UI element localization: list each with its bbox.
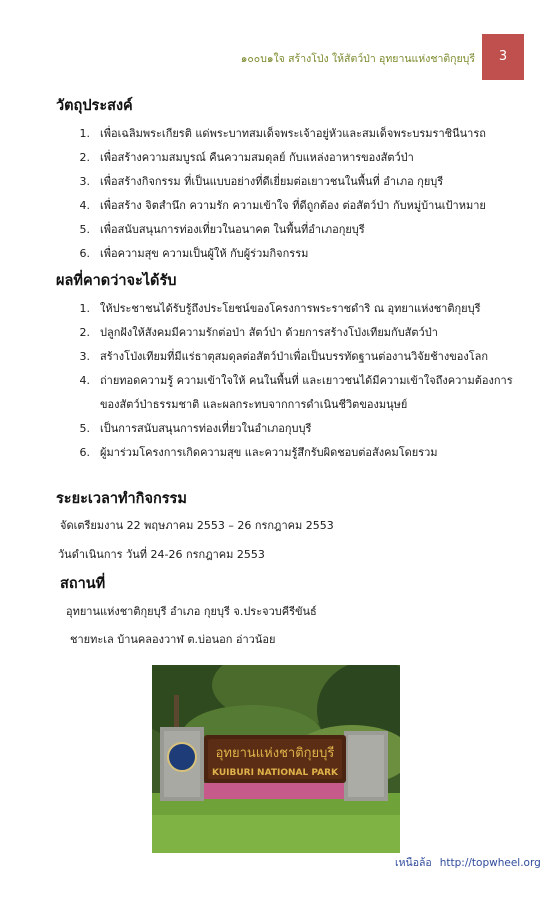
item-number: 6.: [79, 446, 90, 459]
list-item: [56, 122, 526, 146]
park-sign-photo: [152, 665, 400, 853]
item-text: เพื่อสร้าง จิตสำนึก ความรัก ความเข้าใจ ที่ดีถูกต้อง ต่อสัตว์ป่า กับหมู่บ้านเป้าหมาย: [100, 199, 486, 212]
page-header-title: ๑๐๐บ๑ใจ สร้างโป่ง ให้สัตว์ป่า อุทยานแห่งชาติกุยบุรี: [240, 53, 475, 65]
item-text: เพื่อสร้างกิจกรรม ที่เป็นแบบอย่างที่ดีเยี่ยมต่อเยาวชนในพื้นที่ อำเภอ กุยบุรี: [100, 175, 444, 188]
duration-heading: ระยะเวลาทำกิจกรรม: [56, 491, 187, 507]
list-item: [56, 441, 526, 465]
page-number: 3: [498, 49, 508, 64]
item-number: 3.: [79, 350, 90, 363]
item-text: ปลูกฝังให้สังคมมีความรักต่อป่า สัตว์ป่า ด้วยการสร้างโป่งเทียมกับสัตว์ป่า: [100, 326, 438, 339]
item-text: ถ่ายทอดความรู้ ความเข้าใจให้ คนในพื้นที่ และเยาวชนได้มีความเข้าใจถึงความต้องการของสัตว์ป่าธรรมชาติ และผลกระทบจากการดำเนินชีวิตของมนุษย์: [100, 374, 513, 411]
list-item: [56, 345, 526, 369]
item-number: 1.: [79, 127, 90, 140]
location-line-1: อุทยานแห่งชาติกุยบุรี อำเภอ กุยบุรี จ.ประจวบคีรีขันธ์: [66, 605, 317, 618]
item-text: ให้ประชาชนได้รับรู้ถึงประโยชน์ของโครงการพระราชดำริ ณ อุทยาแห่งชาติกุยบุรี: [100, 302, 481, 315]
item-text: เป็นการสนับสนุนการท่องเที่ยวในอำเภอกุบบุรี: [100, 422, 312, 435]
sign-english-text: KUIBURI NATIONAL PARK: [212, 768, 338, 778]
item-number: 1.: [79, 302, 90, 315]
list-item: [56, 369, 526, 417]
list-item: [56, 417, 526, 441]
footer-credit-text: เหนือล้อ: [395, 857, 432, 869]
footer-url-link[interactable]: http://topwheel.org: [439, 857, 541, 869]
list-item: [56, 297, 526, 321]
list-item: [56, 146, 526, 170]
item-number: 4.: [79, 374, 90, 387]
item-text: เพื่อสร้างความสมบูรณ์ คืนความสมดุลย์ กับแหล่งอาหารของสัตว์ป่า: [100, 151, 414, 164]
operation-period: วันดำเนินการ วันที่ 24-26 กรกฎาคม 2553: [58, 548, 265, 561]
item-text: เพื่อเฉลิมพระเกียรติ แด่พระบาทสมเด็จพระเจ้าอยู่หัวและสมเด็จพระบรมราชินีนารถ: [100, 127, 486, 140]
park-sign-illustration: [152, 665, 400, 853]
item-text: เพื่อสนับสนุนการท่องเที่ยวในอนาคต ในพื้นที่อำเภอกุยบุรี: [100, 223, 365, 236]
item-number: 2.: [79, 326, 90, 339]
expected-results-heading: ผลที่คาดว่าจะได้รับ: [56, 273, 177, 289]
list-item: [56, 194, 526, 218]
location-heading: สถานที่: [60, 576, 106, 592]
item-number: 2.: [79, 151, 90, 164]
item-number: 5.: [79, 223, 90, 236]
list-item: [56, 170, 526, 194]
item-number: 4.: [79, 199, 90, 212]
objectives-list: [56, 122, 526, 266]
item-number: 3.: [79, 175, 90, 188]
location-line-2: ชายทะเล บ้านคลองวาฬ ต.บ่อนอก อ่าวน้อย: [70, 633, 276, 646]
item-text: เพื่อความสุข ความเป็นผู้ให้ กับผู้ร่วมกิจกรรม: [100, 247, 309, 260]
expected-results-list: [56, 297, 526, 465]
item-text: ผู้มาร่วมโครงการเกิดความสุข และความรู้สึกรับผิดชอบต่อสังคมโดยรวม: [100, 446, 438, 459]
page-number-box: [482, 34, 524, 80]
item-number: 6.: [79, 247, 90, 260]
sign-thai-text: อุทยานแห่งชาติกุยบุรี: [215, 746, 335, 761]
footer-credit: [395, 854, 549, 871]
preparation-period: จัดเตรียมงาน 22 พฤษภาคม 2553 – 26 กรกฎาคม 2553: [60, 519, 334, 532]
objectives-heading: วัตถุประสงค์: [56, 98, 133, 114]
list-item: [56, 321, 526, 345]
item-number: 5.: [79, 422, 90, 435]
list-item: [56, 242, 526, 266]
list-item: [56, 218, 526, 242]
item-text: สร้างโป่งเทียมที่มีแร่ธาตุสมดุลต่อสัตว์ป่าเพื่อเป็นบรรทัดฐานต่องานวิจัยช้างของโลก: [100, 350, 489, 363]
